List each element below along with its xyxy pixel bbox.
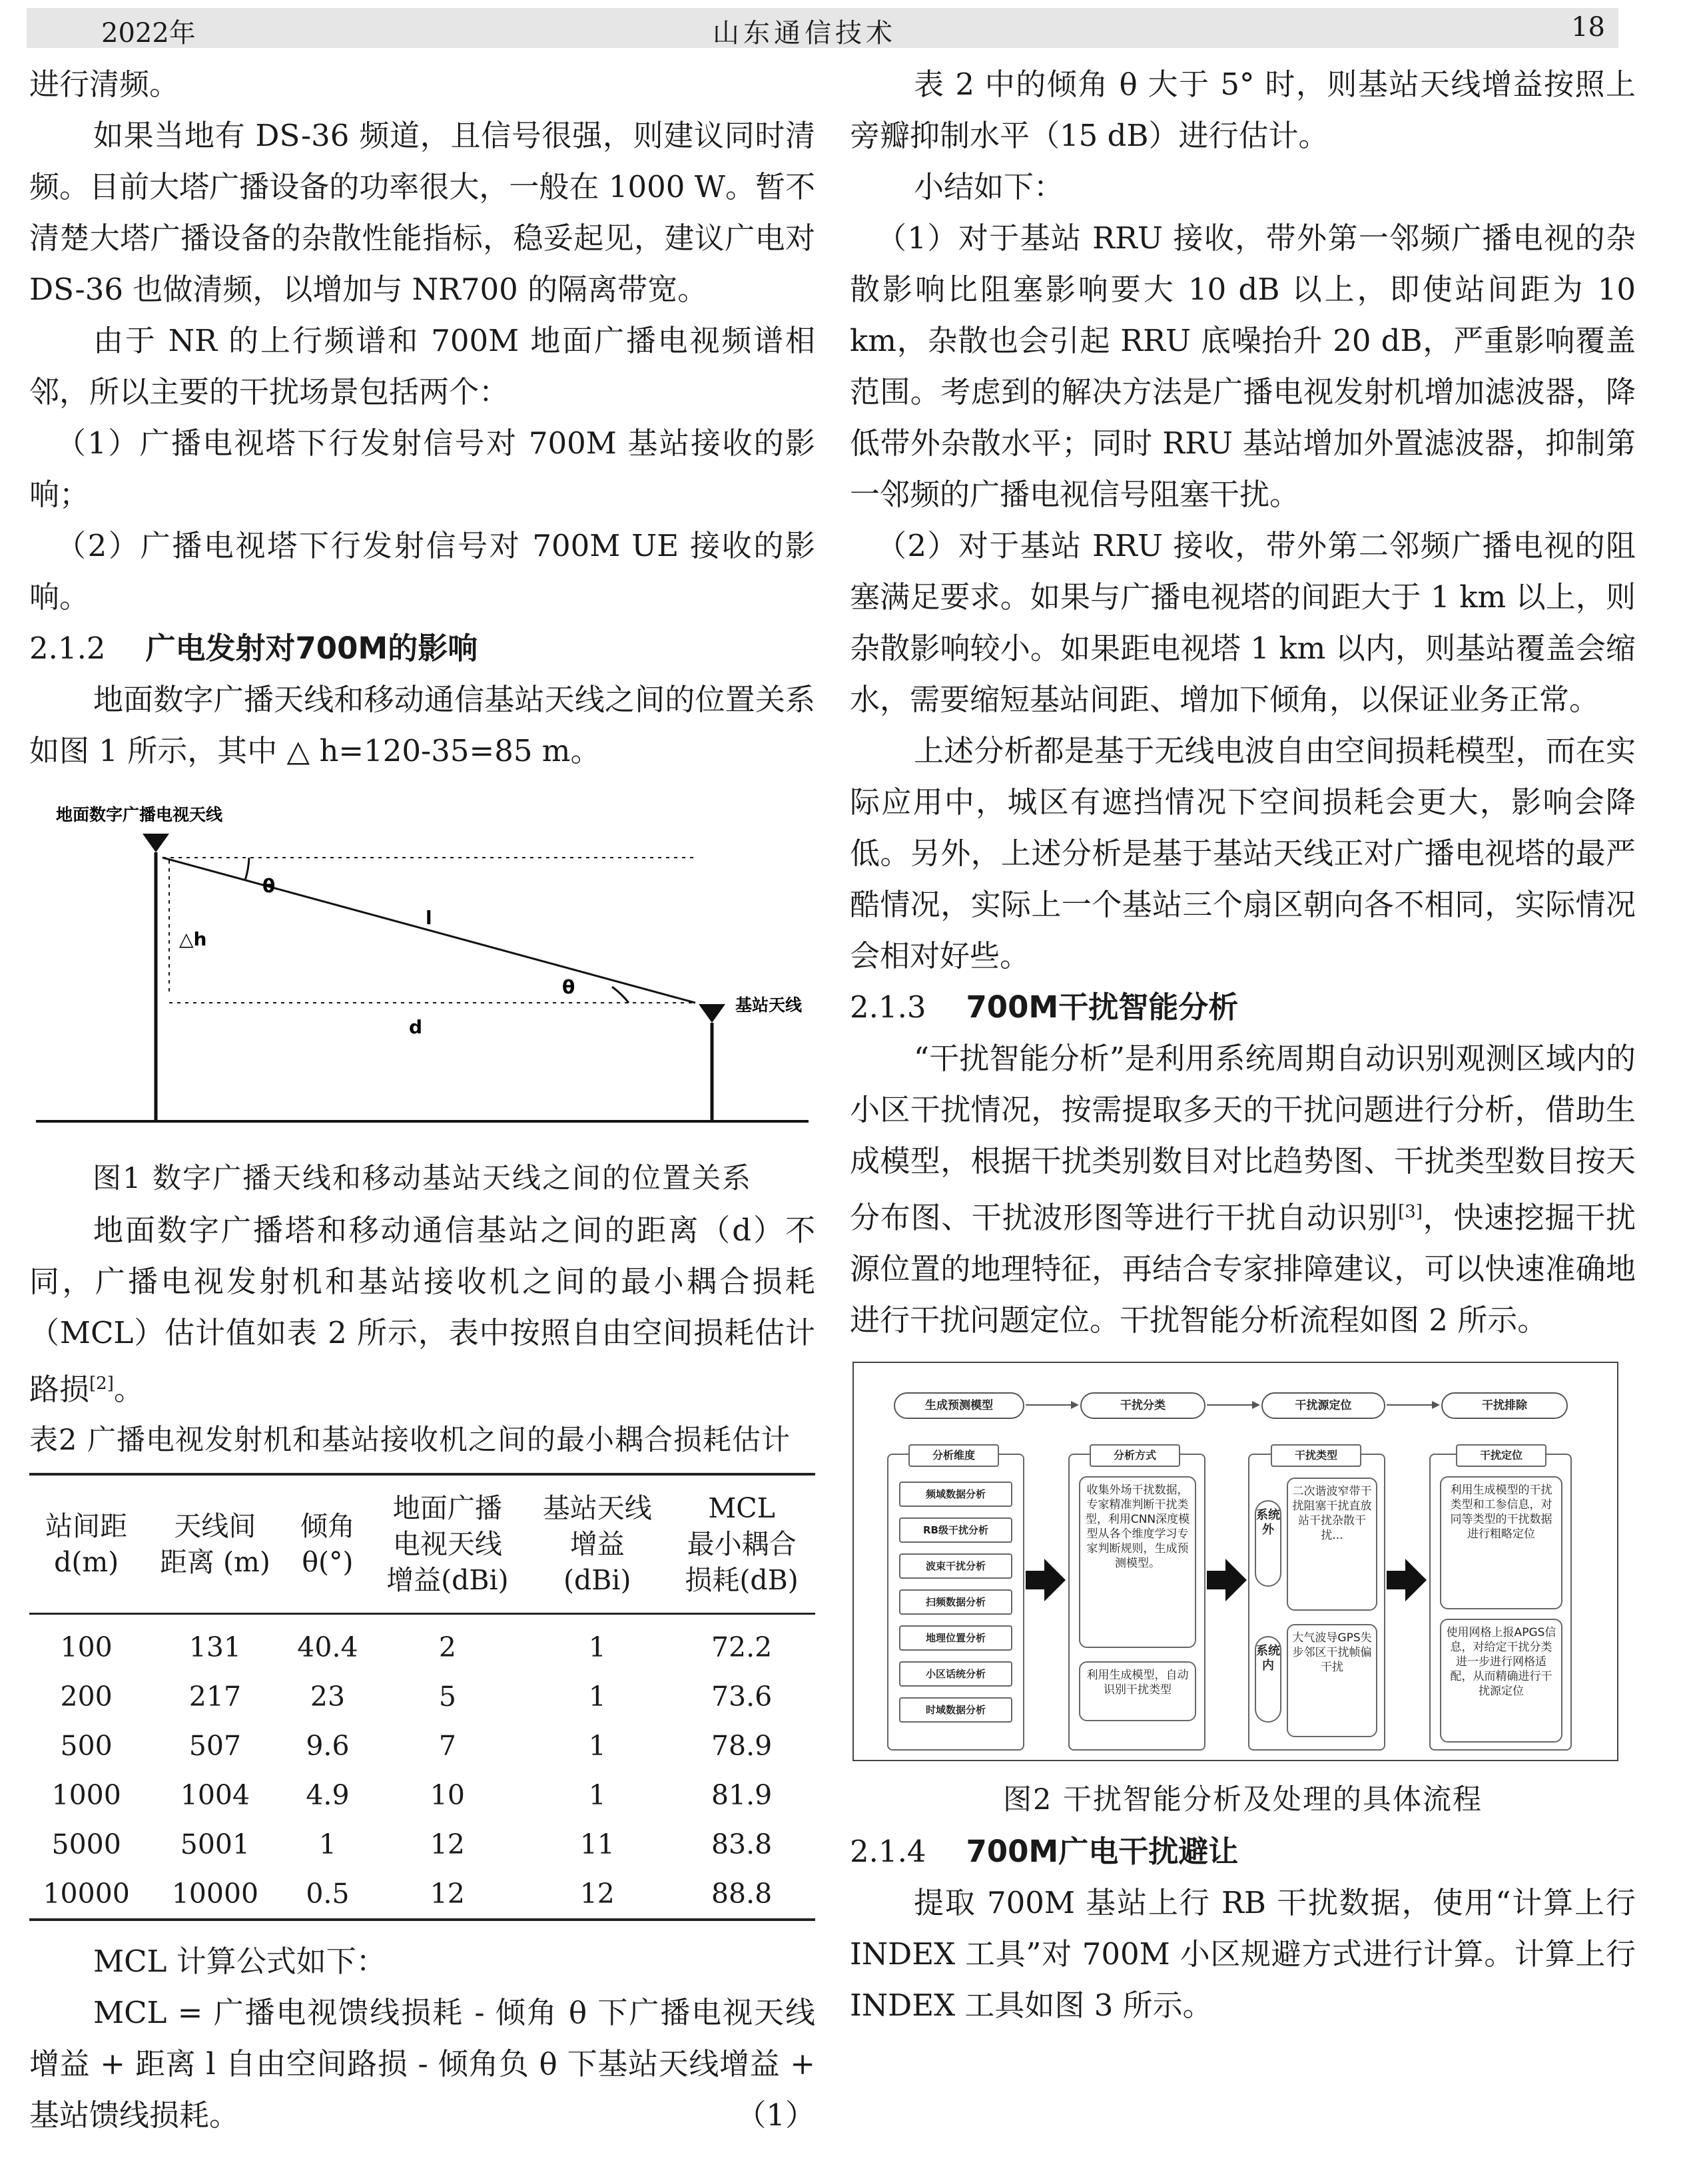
figure-2-flowchart	[852, 1362, 1618, 1761]
paragraph: （2）广播电视塔下行发射信号对 700M UE 接收的影响。	[29, 528, 815, 615]
theta-label-top: θ	[262, 875, 276, 897]
base-station-label: 基站天线	[735, 995, 803, 1015]
distance-d-label: d	[409, 1016, 423, 1038]
paragraph: 上述分析都是基于无线电波自由空间损耗模型，而在实际应用中，城区有遮挡情况下空间损耗会更大，影响会降低。另外，上述分析是基于基站天线正对广播电视塔的最严酷情况，实际上一个基站三个扇区朝向各不相同，实际情况会相对好些。	[850, 733, 1636, 973]
flow-arrow-right	[1026, 1559, 1066, 1601]
table-header-row	[29, 1474, 815, 1614]
section-title: 广电发射对700M的影响	[145, 631, 478, 666]
flow-arrow-right	[1207, 1559, 1247, 1601]
figure-2-caption: 图2 干扰智能分析及处理的具体流程	[1002, 1783, 1483, 1816]
dimension-item: 小区话统分析	[899, 1661, 1012, 1687]
section-heading	[850, 1826, 1636, 1877]
table-row: 5000 5001 1 12 11 83.8	[51, 1828, 773, 1860]
dimension-item: 频域数据分析	[899, 1482, 1012, 1507]
section-number: 2.1.4	[850, 1834, 926, 1869]
method-auto-identify: 利用生成模型，自动识别干扰类型	[1079, 1661, 1196, 1721]
left-column	[29, 59, 815, 2141]
column-header: MCL 最小耦合 损耗(dB)	[685, 1492, 799, 1596]
dimension-item: 地理位置分析	[899, 1625, 1012, 1651]
delta-h-label: △h	[179, 928, 207, 950]
tv-antenna-label: 地面数字广播电视天线	[56, 805, 223, 824]
table-2-caption: 表2 广播电视发射机和基站接收机之间的最小耦合损耗估计	[29, 1424, 791, 1457]
angle-arc-bottom	[612, 987, 629, 1003]
stage-generate-model: 生成预测模型	[894, 1392, 1024, 1419]
section-title: 700M干扰智能分析	[966, 989, 1239, 1025]
section-heading	[29, 623, 815, 674]
distance-l-label: l	[426, 907, 432, 929]
stage-arrow-head	[1432, 1401, 1440, 1409]
internal-interference-types: 大气波导GPS失步邻区干扰帧偏干扰	[1287, 1624, 1377, 1737]
column-header: 倾角 θ(°)	[300, 1510, 355, 1578]
stage-eliminate: 干扰排除	[1441, 1392, 1568, 1419]
citation: [3]	[1398, 1202, 1423, 1222]
precise-location-description: 使用网格上报APGS信息，对给定干扰分类进一步进行网格适配，从而精确进行干扰源定位	[1440, 1619, 1562, 1743]
paragraph: 地面数字广播天线和移动通信基站天线之间的位置关系如图 1 所示，其中 △ h=120-35=85 m。	[29, 682, 815, 768]
right-column	[850, 59, 1636, 2031]
stage-classify: 干扰分类	[1080, 1392, 1205, 1419]
stage-arrow-head	[1071, 1401, 1079, 1409]
interference-location-title: 干扰定位	[1456, 1444, 1546, 1467]
theta-label-bottom: θ	[562, 976, 575, 998]
paragraph: 如果当地有 DS-36 频道，且信号很强，则建议同时清频。目前大塔广播设备的功率很大，一般在 1000 W。暂不清楚大塔广播设备的杂散性能指标，稳妥起见，建议广电对 DS-36 也做清频，以增加与 NR700 的隔离带宽。	[29, 118, 815, 307]
stage-arrow-head	[1252, 1401, 1260, 1409]
rough-location-description: 利用生成模型的干扰类型和工参信息，对同等类型的干扰数据进行粗略定位	[1440, 1476, 1562, 1609]
dimension-item: RB级干扰分析	[899, 1517, 1012, 1543]
paragraph: 小结如下：	[914, 169, 1064, 204]
paragraph	[29, 1205, 815, 1415]
figure-1-caption: 图1 数字广播天线和移动基站天线之间的位置关系	[92, 1162, 753, 1195]
external-interference-types: 二次谐波窄带干扰阻塞干扰直放站干扰杂散干扰...	[1287, 1478, 1377, 1611]
external-system-label: 系统外	[1255, 1500, 1281, 1587]
dimension-item: 波束干扰分析	[899, 1553, 1012, 1579]
section-heading	[850, 981, 1636, 1033]
analysis-method-title: 分析方式	[1090, 1444, 1180, 1467]
tv-antenna-icon	[143, 834, 169, 852]
equation-number: （1）	[736, 2097, 815, 2133]
figure-1	[29, 794, 815, 1140]
column-header: 基站天线 增益 (dBi)	[542, 1492, 652, 1596]
table-row: 1000 1004 4.9 10 1 81.9	[51, 1779, 773, 1811]
section-title: 700M广电干扰避让	[966, 1834, 1239, 1869]
paragraph: （1）对于基站 RRU 接收，带外第一邻频广播电视的杂散影响比阻塞影响要大 10 dB 以上，即使站间距为 10 km，杂散也会引起 RRU 底噪抬升 20 dB，严重影响覆盖范围。考虑到的解决方法是广播电视发射机增加滤波器，降低带外杂散水平；同时 RRU 基站增加外置滤波器，抑制第一邻频的广播电视信号阻塞干扰。	[850, 220, 1636, 512]
column-header: 地面广播 电视天线 增益(dBi)	[386, 1492, 509, 1596]
angle-arc-top	[245, 858, 249, 880]
page-header	[27, 8, 1618, 48]
equation-paragraph	[29, 1987, 815, 2141]
antenna-geometry-diagram	[29, 794, 815, 1140]
table-row: 200 217 23 5 1 73.6	[60, 1681, 773, 1713]
paragraph-text: ，快速挖掘干扰源位置的地理特征，再结合专家排障建议，可以快速准确地进行干扰问题定位。干扰智能分析流程如图 2 所示。	[850, 1200, 1636, 1338]
analysis-dimension-title: 分析维度	[908, 1444, 999, 1467]
paragraph-text: 。	[113, 1372, 144, 1407]
dimension-item: 扫频数据分析	[899, 1589, 1012, 1615]
table-row: 10000 10000 0.5 12 12 88.8	[29, 1869, 815, 1920]
method-description: 收集外场干扰数据，专家精准判断干扰类型，利用CNN深度模型从各个维度学习专家判断规则，生成预测模型。	[1079, 1476, 1196, 1648]
header-year: 2022年	[101, 18, 196, 49]
paragraph: 进行清频。	[29, 67, 180, 102]
section-number: 2.1.2	[29, 631, 106, 666]
paragraph-text: 地面数字广播塔和移动通信基站之间的距离（d）不同，广播电视发射机和基站接收机之间的最小耦合损耗（MCL）估计值如表 2 所示，表中按照自由空间损耗估计路损	[29, 1213, 815, 1407]
stage-locate-source: 干扰源定位	[1261, 1392, 1385, 1419]
column-header: 天线间 距离 (m)	[159, 1510, 270, 1578]
citation: [2]	[89, 1374, 114, 1394]
section-number: 2.1.3	[850, 989, 926, 1025]
table-row: 100 131 40.4 2 1 72.2	[60, 1631, 773, 1663]
paragraph-text: “干扰智能分析”是利用系统周期自动识别观测区域内的小区干扰情况，按需提取多天的干扰问题进行分析，借助生成模型，根据干扰类别数目对比趋势图、干扰类型数目按天分布图、干扰波形图等进行干扰自动识别	[850, 1041, 1636, 1235]
header-journal: 山东通信技术	[713, 18, 896, 49]
equation-text: MCL = 广播电视馈线损耗 - 倾角 θ 下广播电视天线增益 + 距离 l 自由空间路损 - 倾角负 θ 下基站天线增益 + 基站馈线损耗。	[29, 1995, 815, 2133]
line-of-sight-l	[163, 858, 695, 1003]
flow-arrow-right	[1387, 1559, 1427, 1601]
paragraph	[850, 1033, 1636, 1346]
internal-system-label: 系统内	[1255, 1636, 1281, 1723]
column-header: 站间距 d(m)	[45, 1510, 128, 1578]
paragraph: 由于 NR 的上行频谱和 700M 地面广播电视频谱相邻，所以主要的干扰场景包括两个：	[29, 323, 815, 410]
paragraph: MCL 计算公式如下：	[93, 1944, 386, 1979]
interference-type-title: 干扰类型	[1271, 1444, 1361, 1467]
paragraph: 表 2 中的倾角 θ 大于 5° 时，则基站天线增益按照上旁瓣抑制水平（15 dB）进行估计。	[850, 67, 1636, 153]
paragraph: （1）广播电视塔下行发射信号对 700M 基站接收的影响；	[29, 425, 815, 512]
base-station-antenna-icon	[699, 1004, 725, 1023]
table-2	[29, 1473, 815, 1921]
header-page-number: 18	[1571, 12, 1605, 43]
paragraph: 提取 700M 基站上行 RB 干扰数据，使用“计算上行 INDEX 工具”对 700M 小区规避方式进行计算。计算上行 INDEX 工具如图 3 所示。	[850, 1885, 1636, 2023]
dimension-item: 时域数据分析	[899, 1697, 1012, 1723]
paragraph: （2）对于基站 RRU 接收，带外第二邻频广播电视的阻塞满足要求。如果与广播电视塔的间距大于 1 km 以上，则杂散影响较小。如果距电视塔 1 km 以内，则基站覆盖会缩水，需要缩短基站间距、增加下倾角，以保证业务正常。	[850, 528, 1636, 717]
table-row: 500 507 9.6 7 1 78.9	[60, 1730, 773, 1762]
